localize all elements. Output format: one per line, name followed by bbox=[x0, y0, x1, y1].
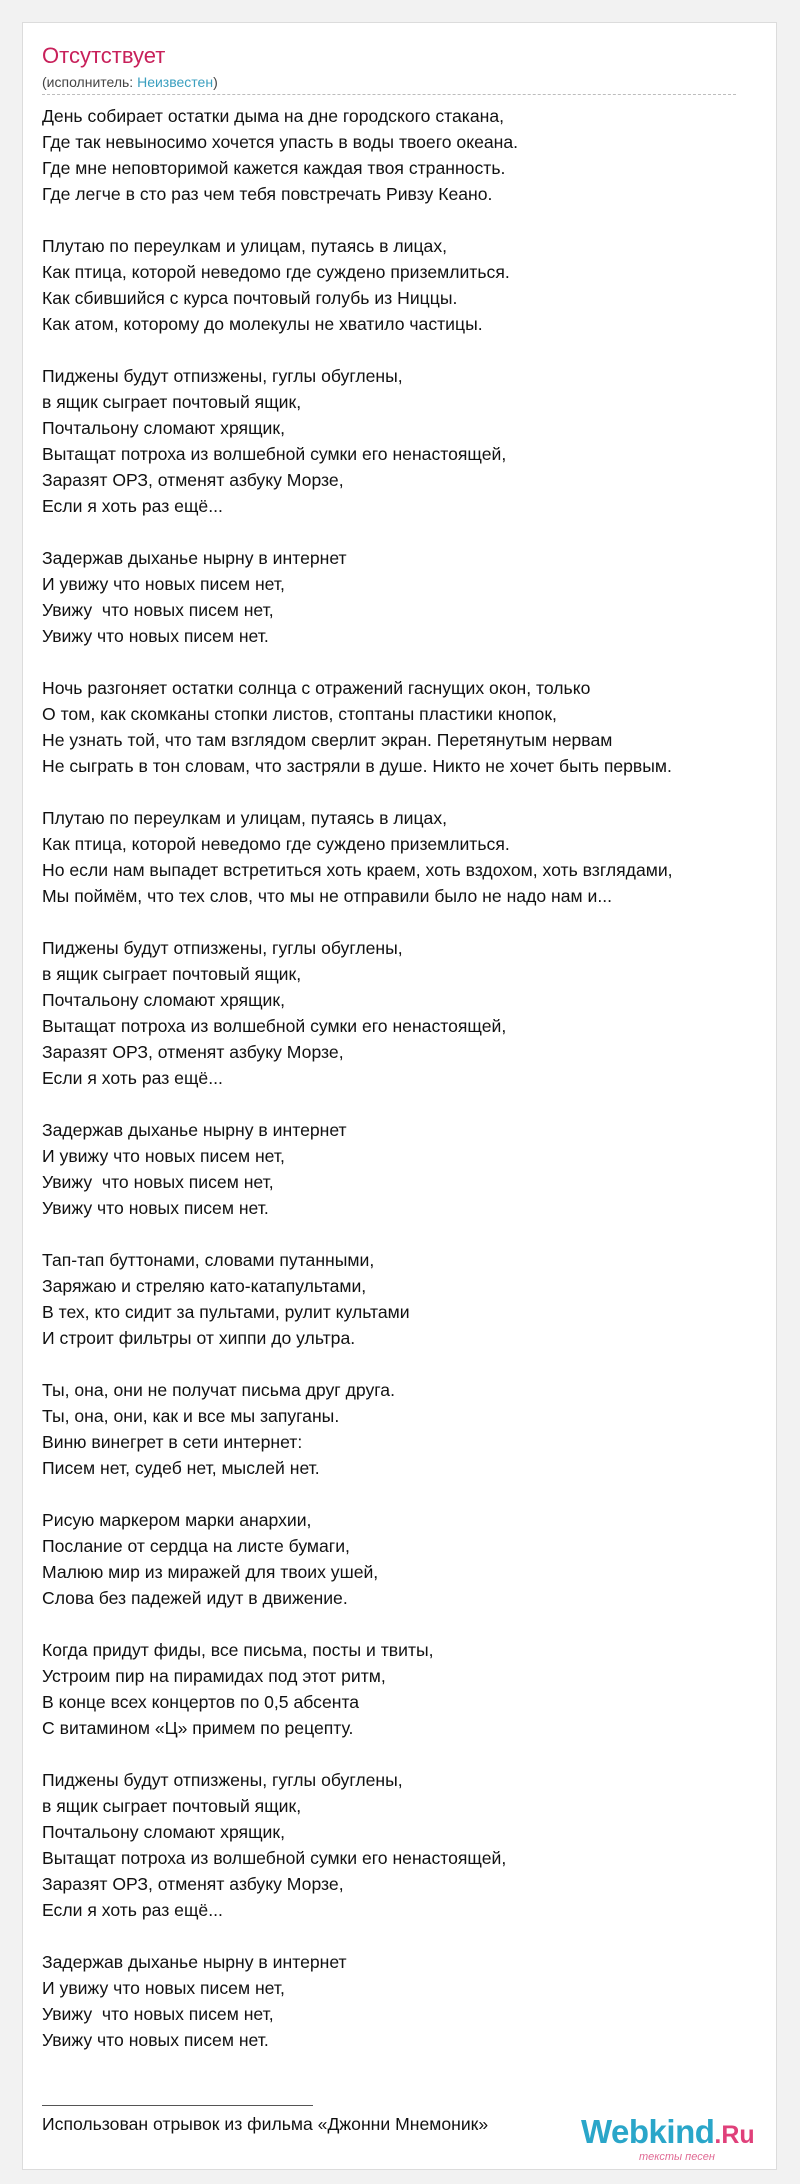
lyric-line: Малюю мир из миражей для твоих ушей, bbox=[42, 1562, 379, 1582]
lyric-line: Как сбившийся с курса почтовый голубь из Ниццы. bbox=[42, 288, 458, 308]
lyric-line: Когда придут фиды, все письма, посты и твиты, bbox=[42, 1640, 434, 1660]
artist-line bbox=[42, 73, 218, 91]
artist-link[interactable]: Неизвестен bbox=[137, 74, 214, 90]
lyric-line: Устроим пир на пирамидах под этот ритм, bbox=[42, 1666, 386, 1686]
lyrics-stanza bbox=[42, 1767, 762, 1923]
lyric-line: Но если нам выпадет встретиться хоть краем, хоть вздохом, хоть взглядами, bbox=[42, 860, 673, 880]
lyric-line: Не узнать той, что там взглядом сверлит экран. Перетянутым нервам bbox=[42, 730, 613, 750]
lyric-line: Задержав дыханье нырну в интернет bbox=[42, 1120, 347, 1140]
logo-domain: .Ru bbox=[714, 2121, 755, 2149]
lyric-line: В тех, кто сидит за пультами, рулит культами bbox=[42, 1302, 410, 1322]
lyric-line: Ты, она, они не получат письма друг друга. bbox=[42, 1380, 395, 1400]
webkind-logo[interactable] bbox=[581, 2113, 755, 2163]
lyric-line: Увижу что новых писем нет. bbox=[42, 2030, 269, 2050]
lyric-line: Увижу что новых писем нет, bbox=[42, 600, 274, 620]
lyric-line: Ты, она, они, как и все мы запуганы. bbox=[42, 1406, 340, 1426]
lyric-line: Рисую маркером марки анархии, bbox=[42, 1510, 312, 1530]
lyric-line: Увижу что новых писем нет. bbox=[42, 626, 269, 646]
lyric-line: И строит фильтры от хиппи до ультра. bbox=[42, 1328, 356, 1348]
lyric-line: Как птица, которой неведомо где суждено приземлиться. bbox=[42, 262, 510, 282]
lyric-line: Мы поймём, что тех слов, что мы не отправили было не надо нам и... bbox=[42, 886, 612, 906]
lyric-line: День собирает остатки дыма на дне городского стакана, bbox=[42, 106, 505, 126]
lyric-line: Если я хоть раз ещё... bbox=[42, 496, 223, 516]
lyric-line: Вытащат потроха из волшебной сумки его ненастоящей, bbox=[42, 1848, 507, 1868]
lyric-line: Заряжаю и стреляю като-катапультами, bbox=[42, 1276, 367, 1296]
lyric-line: В конце всех концертов по 0,5 абсента bbox=[42, 1692, 360, 1712]
lyric-line: Почтальону сломают хрящик, bbox=[42, 418, 285, 438]
logo-main: Webkind bbox=[581, 2113, 715, 2150]
lyrics-stanza bbox=[42, 103, 762, 207]
lyric-line: Заразят ОРЗ, отменят азбуку Морзе, bbox=[42, 1042, 344, 1062]
lyrics-stanza bbox=[42, 1247, 762, 1351]
lyric-line: Ночь разгоняет остатки солнца с отражений гаснущих окон, только bbox=[42, 678, 591, 698]
lyric-line: в ящик сыграет почтовый ящик, bbox=[42, 392, 302, 412]
lyric-line: Пиджены будут отпизжены, гуглы обуглены, bbox=[42, 366, 403, 386]
lyric-line: Как атом, которому до молекулы не хватило частицы. bbox=[42, 314, 483, 334]
lyrics-stanza bbox=[42, 805, 762, 909]
lyrics-stanza bbox=[42, 545, 762, 649]
artist-prefix: (исполнитель: bbox=[42, 74, 138, 90]
lyrics-stanza bbox=[42, 1377, 762, 1481]
lyric-line: Плутаю по переулкам и улицам, путаясь в лицах, bbox=[42, 808, 448, 828]
lyric-line: Задержав дыханье нырну в интернет bbox=[42, 548, 347, 568]
artist-suffix: ) bbox=[213, 74, 218, 90]
lyrics-stanza bbox=[42, 1949, 762, 2053]
lyric-line: Слова без падежей идут в движение. bbox=[42, 1588, 348, 1608]
lyrics-stanza bbox=[42, 233, 762, 337]
lyric-line: И увижу что новых писем нет, bbox=[42, 574, 285, 594]
lyric-line: Если я хоть раз ещё... bbox=[42, 1068, 223, 1088]
lyric-line: в ящик сыграет почтовый ящик, bbox=[42, 1796, 302, 1816]
lyrics-stanza bbox=[42, 935, 762, 1091]
lyric-line: Где легче в сто раз чем тебя повстречать Ривзу Кеано. bbox=[42, 184, 493, 204]
lyric-line: Пиджены будут отпизжены, гуглы обуглены, bbox=[42, 938, 403, 958]
lyric-line: Увижу что новых писем нет, bbox=[42, 2004, 274, 2024]
lyrics-stanza bbox=[42, 1637, 762, 1741]
lyric-line: Увижу что новых писем нет, bbox=[42, 1172, 274, 1192]
lyric-line: О том, как скомканы стопки листов, стоптаны пластики кнопок, bbox=[42, 704, 557, 724]
lyric-line: Вытащат потроха из волшебной сумки его ненастоящей, bbox=[42, 1016, 507, 1036]
lyric-line: Почтальону сломают хрящик, bbox=[42, 1822, 285, 1842]
lyric-line: Вытащат потроха из волшебной сумки его ненастоящей, bbox=[42, 444, 507, 464]
lyric-line: И увижу что новых писем нет, bbox=[42, 1146, 285, 1166]
footnote: Использован отрывок из фильма «Джонни Мнемоник» bbox=[42, 2114, 489, 2134]
lyric-line: Виню винегрет в сети интернет: bbox=[42, 1432, 303, 1452]
header-divider bbox=[42, 94, 736, 95]
lyric-line: Послание от сердца на листе бумаги, bbox=[42, 1536, 350, 1556]
footnote-divider bbox=[42, 2105, 313, 2106]
lyric-line: Задержав дыханье нырну в интернет bbox=[42, 1952, 347, 1972]
lyrics-stanza bbox=[42, 675, 762, 779]
lyric-line: Как птица, которой неведомо где суждено приземлиться. bbox=[42, 834, 510, 854]
lyric-line: Почтальону сломают хрящик, bbox=[42, 990, 285, 1010]
logo-tagline: тексты песен bbox=[639, 2151, 715, 2163]
lyric-line: Увижу что новых писем нет. bbox=[42, 1198, 269, 1218]
lyric-line: в ящик сыграет почтовый ящик, bbox=[42, 964, 302, 984]
lyric-line: Тап-тап буттонами, словами путанными, bbox=[42, 1250, 375, 1270]
lyric-line: И увижу что новых писем нет, bbox=[42, 1978, 285, 1998]
lyric-line: Пиджены будут отпизжены, гуглы обуглены, bbox=[42, 1770, 403, 1790]
lyric-line: Не сыграть в тон словам, что застряли в душе. Никто не хочет быть первым. bbox=[42, 756, 672, 776]
song-title: Отсутствует bbox=[42, 43, 166, 68]
lyric-line: Заразят ОРЗ, отменят азбуку Морзе, bbox=[42, 470, 344, 490]
lyric-line: Где так невыносимо хочется упасть в воды твоего океана. bbox=[42, 132, 519, 152]
lyric-line: Заразят ОРЗ, отменят азбуку Морзе, bbox=[42, 1874, 344, 1894]
lyric-line: Если я хоть раз ещё... bbox=[42, 1900, 223, 1920]
lyric-line: Плутаю по переулкам и улицам, путаясь в лицах, bbox=[42, 236, 448, 256]
lyric-line: Писем нет, судеб нет, мыслей нет. bbox=[42, 1458, 320, 1478]
lyrics-stanza bbox=[42, 1117, 762, 1221]
lyric-line: С витамином «Ц» примем по рецепту. bbox=[42, 1718, 354, 1738]
lyrics-stanza bbox=[42, 363, 762, 519]
lyrics-card bbox=[22, 22, 777, 2170]
lyric-line: Где мне неповторимой кажется каждая твоя странность. bbox=[42, 158, 506, 178]
lyrics-text bbox=[42, 103, 762, 2079]
lyrics-stanza bbox=[42, 1507, 762, 1611]
